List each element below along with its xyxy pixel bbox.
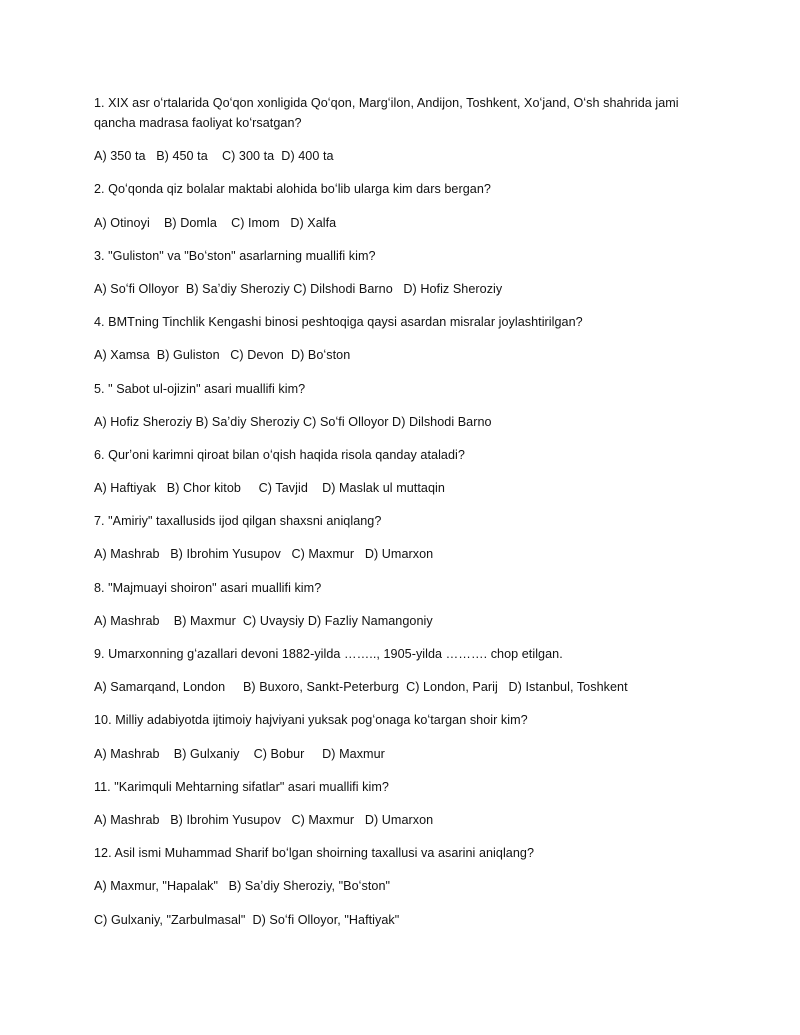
answers-10: A) Mashrab B) Gulxaniy C) Bobur D) Maxmur <box>94 746 385 761</box>
question-8: 8. "Majmuayi shoiron" asari muallifi kim? <box>94 580 322 595</box>
question-12: 12. Asil ismi Muhammad Sharif boʻlgan shoirning taxallusi va asarini aniqlang? <box>94 846 535 861</box>
answers-5: A) Hofiz Sheroziy B) Saʼdiy Sheroziy C) Soʻfi Olloyor D) Dilshodi Barno <box>94 414 492 429</box>
question-4: 4. BMTning Tinchlik Kengashi binosi peshtoqiga qaysi asardan misralar joylashtirilgan? <box>94 315 583 330</box>
answers-2: A) Otinoyi B) Domla C) Imom D) Xalfa <box>94 215 337 230</box>
question-2: 2. Qoʻqonda qiz bolalar maktabi alohida boʻlib ularga kim dars bergan? <box>94 182 491 197</box>
question-11: 11. "Karimquli Mehtarning sifatlar" asari muallifi kim? <box>94 779 389 794</box>
answers-3: A) Soʻfi Olloyor B) Saʼdiy Sheroziy C) Dilshodi Barno D) Hofiz Sheroziy <box>94 281 503 296</box>
answers-8: A) Mashrab B) Maxmur C) Uvaysiy D) Fazliy Namangoniy <box>94 613 433 628</box>
document-page <box>94 93 714 943</box>
question-7: 7. "Amiriy" taxallusids ijod qilgan shaxsni aniqlang? <box>94 514 382 529</box>
answers-9: A) Samarqand, London B) Buxoro, Sankt-Peterburg C) London, Parij D) Istanbul, Toshkent <box>94 680 628 695</box>
question-10: 10. Milliy adabiyotda ijtimoiy hajviyani yuksak pogʻonaga koʻtargan shoir kim? <box>94 713 528 728</box>
question-9: 9. Umarxonning gʻazallari devoni 1882-yilda …….., 1905-yilda ………. chop etilgan. <box>94 647 563 661</box>
question-5: 5. " Sabot ul-ojizin" asari muallifi kim? <box>94 381 306 396</box>
answers-12-line-2: C) Gulxaniy, "Zarbulmasal" D) Soʻfi Olloyor, "Haftiyak" <box>94 912 400 927</box>
question-1: 1. XIX asr oʻrtalarida Qoʻqon xonligida Qoʻqon, Margʻilon, Andijon, Toshkent, Xoʻjand, Oʻsh shahrida jami qancha madrasa faoliyat koʻrsatgan? <box>94 96 683 130</box>
answers-11: A) Mashrab B) Ibrohim Yusupov C) Maxmur D) Umarxon <box>94 812 434 827</box>
answers-1: A) 350 ta B) 450 ta C) 300 ta D) 400 ta <box>94 149 334 164</box>
answers-6: A) Haftiyak B) Chor kitob C) Tavjid D) Maslak ul muttaqin <box>94 481 445 496</box>
question-6: 6. Qurʼoni karimni qiroat bilan oʻqish haqida risola qanday ataladi? <box>94 447 465 462</box>
question-3: 3. "Guliston" va "Boʻston" asarlarning muallifi kim? <box>94 248 376 263</box>
answers-12-line-1: A) Maxmur, "Hapalak" B) Saʼdiy Sheroziy, "Boʻston" <box>94 879 391 894</box>
answers-4: A) Xamsa B) Guliston C) Devon D) Boʻston <box>94 348 351 363</box>
answers-7: A) Mashrab B) Ibrohim Yusupov C) Maxmur D) Umarxon <box>94 547 434 562</box>
